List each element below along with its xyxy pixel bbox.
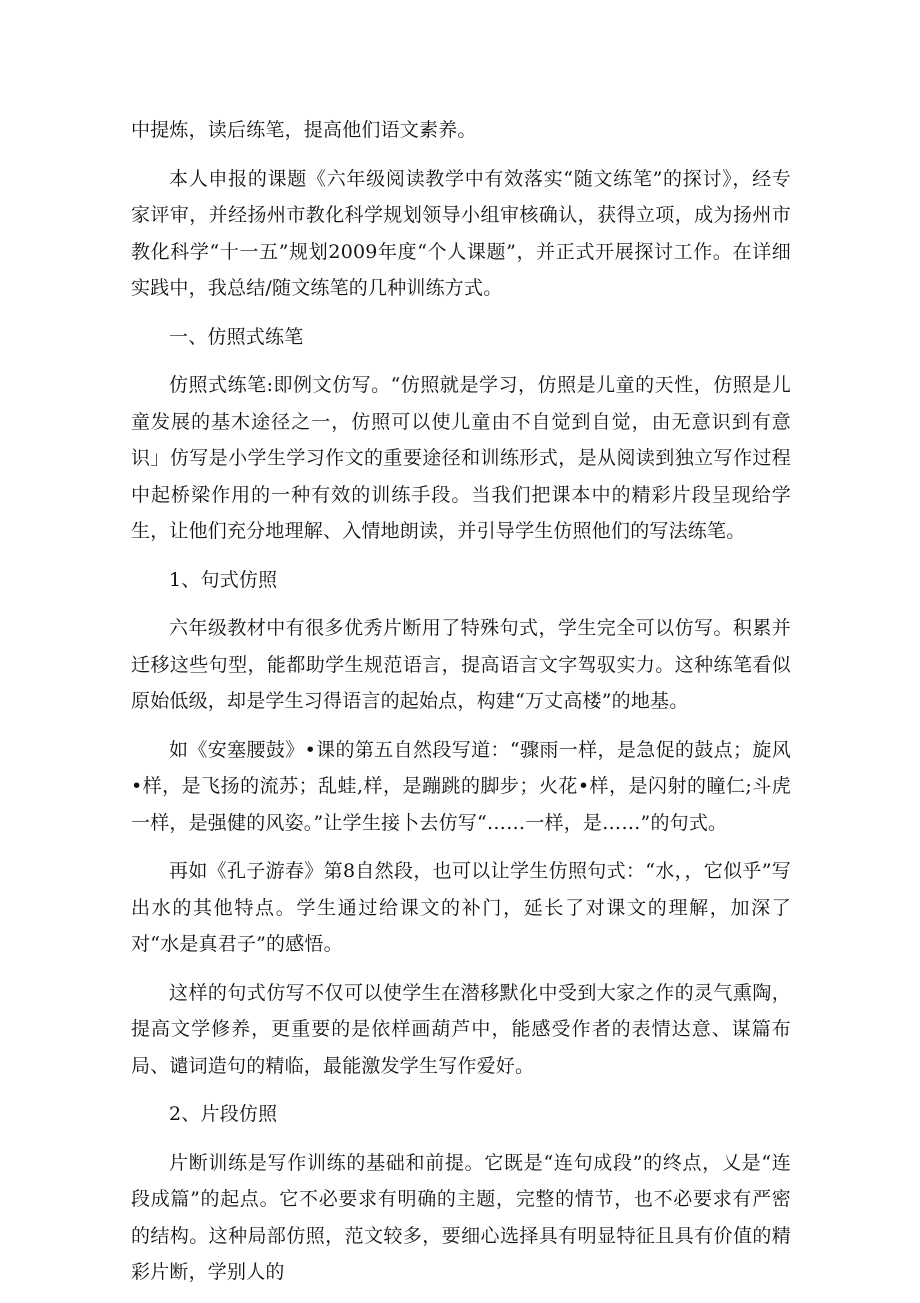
paragraph: 这样的句式仿写不仅可以使学生在潜移默化中受到大家之作的灵气熏陶，提高文学修养，更重要的是依样画葫芦中，能感受作者的表情达意、谋篇布局、谴词造句的精临，最能激发学生写作爱好。 xyxy=(131,981,791,1077)
paragraph: 如《安塞腰鼓》•课的第五自然段写道：“骤雨一样，是急促的鼓点；旋风•样，是飞扬的流苏；乱蛙,样，是蹦跳的脚步；火花•样，是闪射的瞳仁;斗虎一样，是强健的风姿。”让学生接卜去仿写“……一样，是……”的句式。 xyxy=(131,738,791,834)
paragraph: 再如《孔子游春》第8自然段，也可以让学生仿照句式：“水，，它似乎”写出水的其他特点。学生通过给课文的补门，延长了对课文的理解，加深了对“水是真君子”的感悟。 xyxy=(131,860,791,955)
paragraph: 仿照式练笔:即例文仿写。“仿照就是学习，仿照是儿童的天性，仿照是儿童发展的基木途径之一，仿照可以使儿童由不自觉到自觉，由无意识到有意识」仿写是小学生学习作文的重要途径和训练形式，是从阅读到独立写作过程中起桥梁作用的一种有效的训练手段。当我们把课本中的精彩片段呈现给学生，让他们充分地理解、入情地朗读，并引导学生仿照他们的写法练笔。 xyxy=(131,374,791,542)
paragraph: 片断训练是写作训练的基础和前提。它既是“连句成段”的终点，乂是“连段成篇”的起点。它不必要求有明确的主题，完整的情节，也不必要求有严密的结构。这种局部仿照，范文较多，要细心选择具有明显特征且具有价值的精彩片断，学别人的 xyxy=(131,1151,791,1283)
paragraph: 六年级教材中有很多优秀片断用了特殊句式，学生完全可以仿写。积累并迁移这些句型，能都助学生规范语言，提高语言文字驾驭实力。这种练笔看似原始低级，却是学生习得语言的起始点，构建“万丈高楼”的地基。 xyxy=(131,617,791,712)
paragraph: 中提炼，读后练笔，提高他们语文素养。 xyxy=(131,119,477,141)
section-heading: 一、仿照式练笔 xyxy=(169,325,304,348)
subsection-heading: 1、句式仿照 xyxy=(169,568,278,591)
paragraph: 本人申报的课题《六年级阅读教学中有效落实“随文练笔”的探讨》，经专家评审，并经扬州市教化科学规划领导小组审核确认，获得立项，成为扬州市教化科学“十一五”规划2009年度“个人课题”，并正式开展探讨工作。在详细实践中，我总结/随文练笔的几种训练方式。 xyxy=(131,167,791,299)
subsection-heading: 2、片段仿照 xyxy=(169,1103,278,1125)
document-body xyxy=(131,112,791,1303)
